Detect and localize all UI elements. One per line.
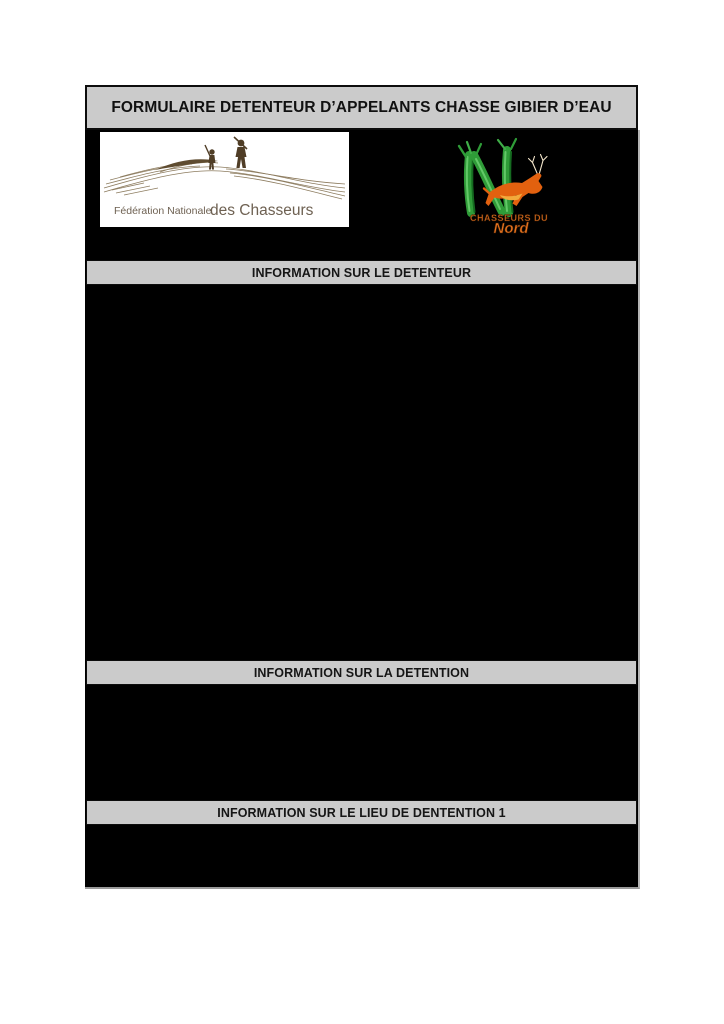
federation-chasseurs-logo-icon bbox=[100, 132, 349, 227]
nord-logo-text-top: CHASSEURS DU bbox=[469, 213, 549, 223]
section-header-lieu-detention-1-label: INFORMATION SUR LE LIEU DE DENTENTION 1 bbox=[217, 805, 506, 820]
form-title-bar bbox=[85, 85, 638, 130]
section-header-detention bbox=[86, 660, 637, 685]
redacted-content-area bbox=[85, 130, 640, 889]
fnc-logo-box bbox=[100, 132, 349, 227]
nord-logo-box bbox=[453, 135, 568, 235]
chasseurs-du-nord-logo-icon bbox=[453, 135, 568, 235]
fnc-logo-text-small: Fédération Nationale bbox=[114, 205, 212, 217]
section-header-lieu-detention-1 bbox=[86, 800, 637, 825]
section-header-detenteur-label: INFORMATION SUR LE DETENTEUR bbox=[251, 265, 472, 280]
form-title: FORMULAIRE DETENTEUR D’APPELANTS CHASSE GIBIER D’EAU bbox=[111, 98, 612, 116]
section-header-detenteur bbox=[86, 260, 637, 285]
nord-logo-text-bottom: Nord bbox=[493, 220, 529, 235]
section-header-detention-label: INFORMATION SUR LA DETENTION bbox=[253, 665, 470, 680]
fnc-logo-text-large: des Chasseurs bbox=[210, 202, 314, 219]
